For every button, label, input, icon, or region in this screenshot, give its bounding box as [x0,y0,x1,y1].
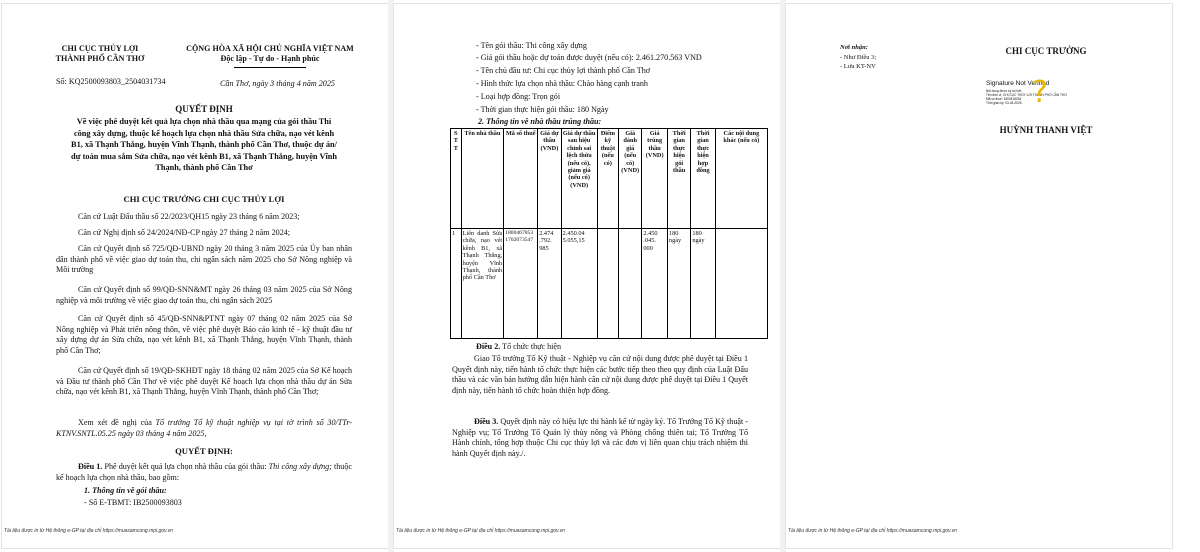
col-header: Giá dự thầu (VND) [538,129,561,229]
page-footer: Tài liệu được in từ Hệ thống e-GP tại địa chỉ https://muasamcong.mpi.gov.vn [788,528,957,534]
col-header: Tên nhà thầu [461,129,504,229]
table-cell: 1 [451,229,462,339]
section-winner-info: 2. Thông tin về nhà thầu trúng thầu: [478,117,602,126]
winning-bidder-table [450,128,768,339]
col-header: Các nội dung khác (nếu có) [715,129,767,229]
col-header: Thời gian thực hiện hợp đồng [691,129,715,229]
col-header: Giá đánh giá (nếu có) (VND) [619,129,642,229]
investor-name: - Tên chủ đầu tư: Chi cục thủy lợi thành phố Cần Thơ [476,66,651,75]
table-cell: 2.450 .045. 000 [642,229,668,339]
legal-basis-1: Căn cứ Luật Đấu thầu số 22/2023/QH15 ngày 23 tháng 6 năm 2023; [78,212,300,221]
legal-basis-4: Căn cứ Quyết định số 99/QĐ-SNN&MT ngày 26 tháng 03 năm 2025 của Sở Nông nghiệp và môi trường về việc giao dự toán thu, chi ngân sách 2025 [56,285,352,305]
document-number: Số: KQ2500093803_2504031734 [56,77,166,86]
col-header: S T T [451,129,462,229]
place-and-date: Cần Thơ, ngày 3 tháng 4 năm 2025 [220,79,335,88]
table-cell [619,229,642,339]
legal-basis-3: Căn cứ Quyết định số 725/QĐ-UBND ngày 20 tháng 3 năm 2025 của Ủy ban nhân dân thành phố về việc giao dự toán thu, chi ngân sách năm 2025 cho Sở Nông nghiệp và Môi trường [56,244,352,275]
decision-page-1 [2,4,388,548]
signature-details: Nội dung được ký số bởi: Tên đơn vị: CHI CỤC THỦY LỢI THÀNH PHỐ CẦN THƠ Mã số thuế: 1800418034 Thời gian ký: 03-04-2025 [986,89,1068,105]
package-name: - Tên gói thầu: Thi công xây dựng [476,41,587,50]
legal-basis-7: Xem xét đề nghị của Tổ trưởng Tổ kỹ thuật nghiệp vụ tại tờ trình số 30/TTr-KTNV.SNTL.05.25 ngày 03 tháng 4 năm 2025, [56,418,353,438]
selection-method: - Hình thức lựa chọn nhà thầu: Chào hàng cạnh tranh [476,79,648,88]
table-cell [597,229,618,339]
table-cell: 180 ngày [667,229,690,339]
table-row [451,229,768,339]
signer-name: HUỲNH THANH VIỆT [999,125,1093,135]
table-cell: Liên danh Sửa chữa, nạo vét kênh B1, xã Thạnh Thắng, huyện Vĩnh Thạnh, thành phố Cần Thơ [461,229,504,339]
legal-basis-5: Căn cứ Quyết định số 45/QĐ-SNN&PTNT ngày 07 tháng 02 năm 2025 của Sở Nông nghiệp và Phát triển nông thôn, về việc phê duyệt Báo cáo kinh tế - kỹ thuật đầu tư xây dựng dự án Sửa chữa, nạo vét kênh B1, xã Thạnh Thắng, huyện Vĩnh Thạnh, thành phố Cần Thơ; [56,314,352,355]
package-duration: - Thời gian thực hiện gói thầu: 180 Ngày [476,105,609,114]
table-cell: 1800467853 1702073547 [504,229,538,339]
e-tbmt-number: - Số E-TBMT: IB2500093803 [84,498,182,507]
legal-basis-6: Căn cứ Quyết định số 19/QĐ-SKHĐT ngày 18 tháng 02 năm 2025 của Sở Kế hoạch và Đầu tư thành phố Cần Thơ về việc phê duyệt Kế hoạch lựa chọn nhà thầu dự án Sửa chữa, nạo vét kênh B1, xã Thạnh Thắng, huyện Vĩnh Thạnh, thành phố Cần Thơ; [56,366,352,397]
legal-basis-2: Căn cứ Nghị định số 24/2024/NĐ-CP ngày 27 tháng 2 năm 2024; [78,228,291,237]
article-1: Điều 1. Phê duyệt kết quả lựa chọn nhà thầu của gói thầu: Thi công xây dựng; thuộc kế hoạch lựa chọn nhà thầu, bao gồm: [56,462,352,482]
document-subject: Về việc phê duyệt kết quả lựa chọn nhà thầu qua mạng của gói thầu Thi công xây dựng, thuộc kế hoạch lựa chọn nhà thầu Sửa chữa, nạo vét kênh B1, xã Thạnh Thắng, huyện Vĩnh Thạnh, thành phố Cần Thơ, thuộc dự án/ dự toán mua sắm Sửa chữa, nạo vét kênh B1, xã Thạnh Thắng, huyện Vĩnh Thạnh, thành phố Cần Thơ [70,117,337,172]
page-footer: Tài liệu được in từ Hệ thống e-GP tại địa chỉ https://muasamcong.mpi.gov.vn [396,528,565,534]
motto-underline [234,67,306,68]
decide-heading: QUYẾT ĐỊNH: [175,446,233,456]
col-header: Giá dự thầu sau hiệu chỉnh sai lệch thừa (nếu có), giảm giá (nếu có) (VND) [561,129,597,229]
issuing-agency: CHI CỤC THỦY LỢI THÀNH PHỐ CẦN THƠ [55,44,145,64]
decision-page-2 [394,4,780,548]
document-title: QUYẾT ĐỊNH [175,104,233,114]
decision-page-3 [786,4,1172,548]
table-cell: 2.474 .792. 985 [538,229,561,339]
signature-status: Signature Not Verified [986,80,1050,87]
page-footer: Tài liệu được in từ Hệ thống e-GP tại địa chỉ https://muasamcong.mpi.gov.vn [4,528,173,534]
issuing-authority: CHI CỤC TRƯỞNG CHI CỤC THỦY LỢI [123,194,285,204]
recipient-item: - Lưu KT-NV [840,63,876,70]
signature-unverified-icon: ? [1032,75,1048,110]
table-cell: 2.450.04 5.055,15 [561,229,597,339]
recipients-label: Nơi nhận: [840,44,868,51]
table-cell: 180 ngày [691,229,715,339]
section-package-info: 1. Thông tin về gói thầu: [84,486,167,495]
article-2-heading: Điều 2. Tổ chức thực hiện [476,342,562,351]
col-header: Mã số thuế [504,129,538,229]
article-2-body: Giao Tổ trưởng Tổ Kỹ thuật - Nghiệp vụ căn cứ nội dung được phê duyệt tại Điều 1 Quyết định này, tiến hành tổ chức thực hiện các bước tiếp theo theo quy định của Luật Đấu thầu và các văn bản hướng dẫn hiện hành căn cứ nội dung được phê duyệt tại Điều 1 Quyết định này, tiến hành tổ chức hoàn thiện hợp đồng. [452,354,748,395]
recipient-item: - Như Điều 3; [840,54,877,61]
col-header: Điểm kỹ thuật (nếu có) [597,129,618,229]
package-price: - Giá gói thầu hoặc dự toán được duyệt (nếu có): 2.461.270.563 VND [476,53,702,62]
signer-title: CHI CỤC TRƯỞNG [1005,46,1087,56]
contract-type: - Loại hợp đồng: Trọn gói [476,92,561,101]
col-header: Thời gian thực hiện gói thầu [667,129,690,229]
table-header-row [451,129,768,229]
table-cell [715,229,767,339]
national-motto: CỘNG HÒA XÃ HỘI CHỦ NGHĨA VIỆT NAM Độc lập - Tự do - Hạnh phúc [186,44,354,64]
article-3: Điều 3. Quyết định này có hiệu lực thi hành kể từ ngày ký. Tổ Trưởng Tổ Kỹ thuật - Nghiệp vụ; Tổ Trưởng Tổ Quản lý thủy nông và Phòng chống thiên tai; Tổ Trưởng Tổ Hành chính, tổng hợp thuộc Chi cục thủy lợi và các đơn vị liên quan chịu trách nhiệm thi hành Quyết định này./. [452,417,748,458]
col-header: Giá trúng thầu (VND) [642,129,668,229]
